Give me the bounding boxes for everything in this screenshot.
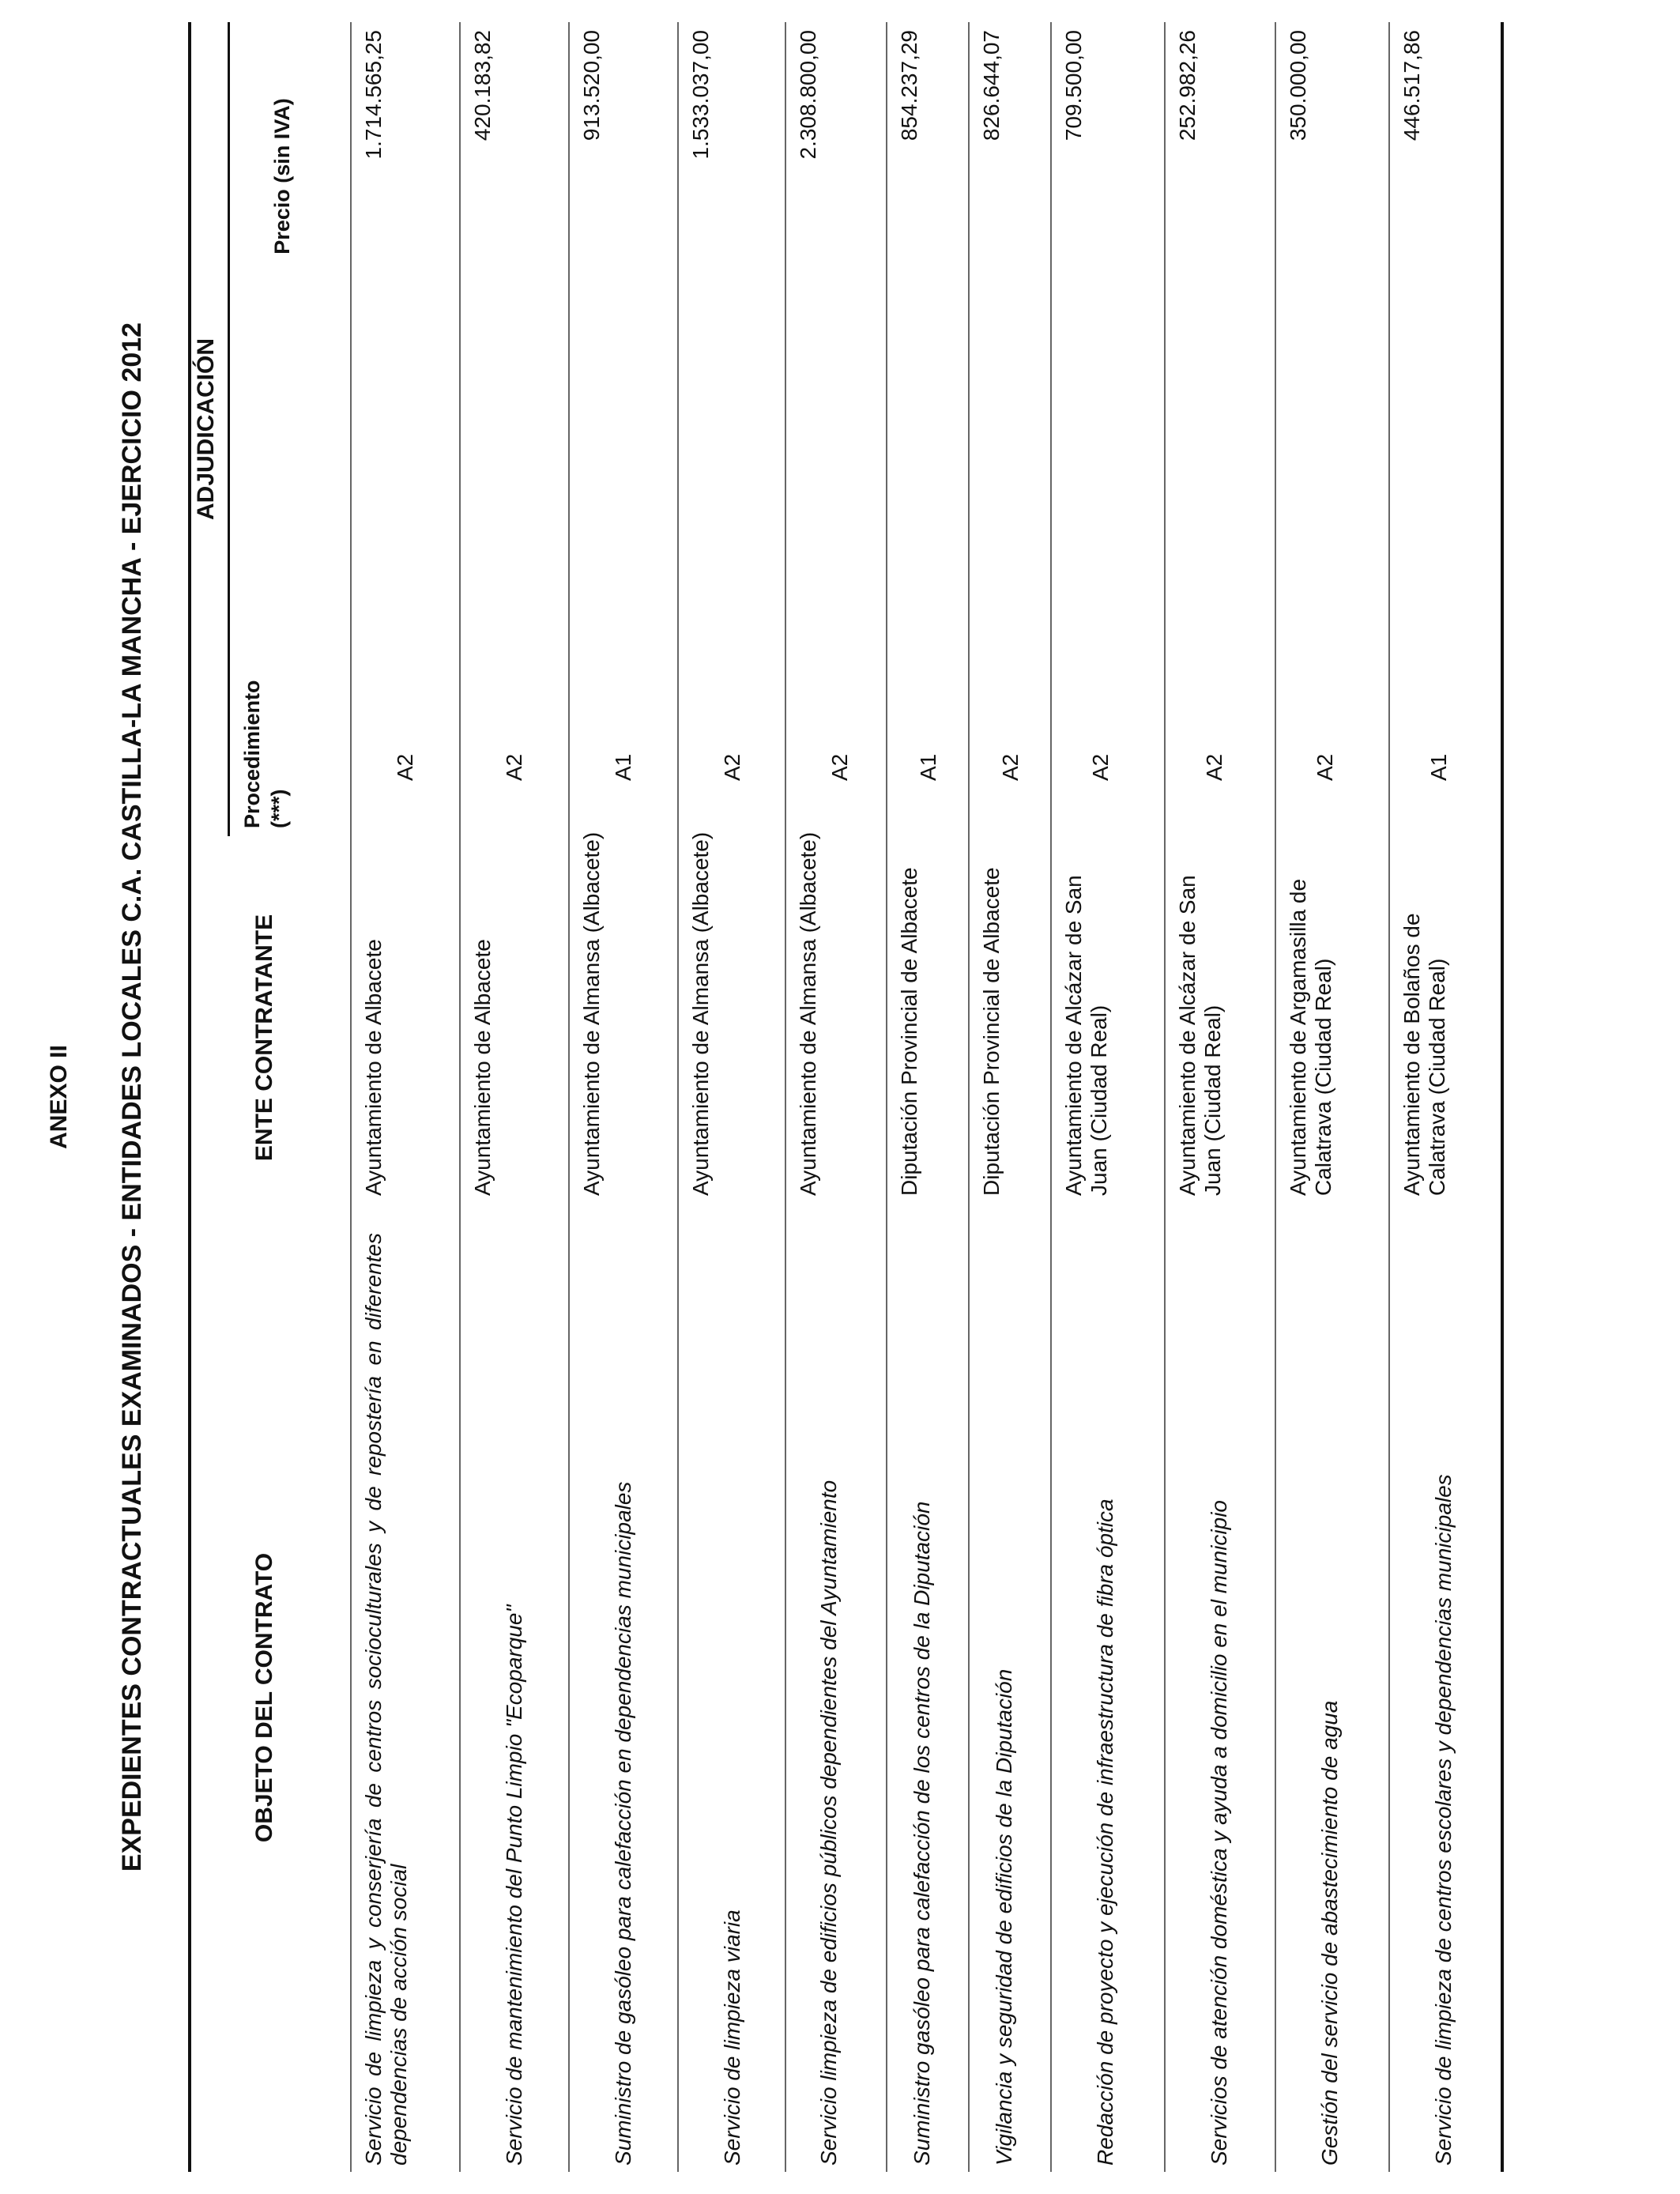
header-ente: ENTE CONTRATANTE: [251, 914, 277, 1162]
table-row: [785, 22, 887, 2172]
header-adjudicacion: ADJUDICACIÓN: [193, 338, 219, 521]
cell-ente: Ayuntamiento de Albacete: [470, 939, 495, 1196]
cell-procedimiento: A2: [502, 753, 526, 781]
cell-procedimiento: A2: [998, 753, 1023, 781]
cell-objeto: Redacción de proyecto y ejecución de infraestructura de fibra óptica: [1093, 1498, 1117, 2166]
cell-procedimiento: A1: [916, 753, 940, 781]
cell-precio: 350.000,00: [1286, 30, 1310, 141]
cell-objeto: Suministro de gasóleo para calefacción en dependencias municipales: [611, 1481, 635, 2166]
cell-ente: Ayuntamiento de Argamasilla de Calatrava (Ciudad Real): [1286, 878, 1335, 1196]
table-row: [1275, 22, 1390, 2172]
table-row: [459, 22, 570, 2172]
cell-precio: 1.714.565,25: [361, 30, 386, 160]
cell-objeto: Gestión del servicio de abastecimiento de agua: [1317, 1700, 1342, 2166]
cell-objeto: Servicio limpieza de edificios públicos dependientes del Ayuntamiento: [816, 1480, 841, 2166]
header-precio: Precio (sin IVA): [270, 98, 294, 254]
cell-procedimiento: A2: [393, 753, 417, 781]
cell-objeto: Servicios de atención doméstica y ayuda a domicilio en el municipio: [1207, 1500, 1231, 2166]
cell-precio: 854.237,29: [897, 30, 921, 141]
cell-ente: Ayuntamiento de Bolaños de Calatrava (Ciudad Real): [1399, 913, 1449, 1196]
cell-ente: Ayuntamiento de Alcázar de San Juan (Ciudad Real): [1175, 875, 1225, 1196]
table-row: [350, 22, 461, 2172]
cell-procedimiento: A1: [1426, 753, 1451, 781]
header-top-rule: [188, 22, 191, 2172]
table-header: [188, 22, 350, 2172]
cell-objeto: Servicio de mantenimiento del Punto Limpio "Ecoparque": [502, 1604, 526, 2166]
cell-precio: 252.982,26: [1175, 30, 1200, 141]
table-row: [1050, 22, 1166, 2172]
cell-objeto: Servicio de limpieza viaria: [720, 1909, 744, 2166]
cell-objeto: Servicio de limpieza y conserjería de centros socioculturales y de repostería en diferentes dependencias de acción social: [361, 1233, 411, 2166]
table-row: [677, 22, 786, 2172]
table-row: [1164, 22, 1276, 2172]
cell-procedimiento: A2: [1088, 753, 1113, 781]
header-objeto: OBJETO DEL CONTRATO: [251, 1552, 277, 1843]
header-procedimiento-note: (***): [267, 789, 291, 828]
cell-precio: 913.520,00: [579, 30, 604, 141]
cell-precio: 826.644,07: [979, 30, 1004, 141]
cell-precio: 446.517,86: [1399, 30, 1424, 141]
cell-procedimiento: A2: [720, 753, 744, 781]
cell-ente: Ayuntamiento de Almansa (Albacete): [579, 831, 604, 1196]
cell-ente: Ayuntamiento de Alcázar de San Juan (Ciudad Real): [1061, 875, 1111, 1196]
document-title: EXPEDIENTES CONTRACTUALES EXAMINADOS - ENTIDADES LOCALES C.A. CASTILLA-LA MANCHA - EJERCICIO 2012: [117, 322, 147, 1872]
cell-ente: Diputación Provincial de Albacete: [979, 867, 1004, 1196]
cell-precio: 2.308.800,00: [796, 30, 820, 160]
annex-label: ANEXO II: [46, 1045, 72, 1149]
cell-ente: Ayuntamiento de Albacete: [361, 939, 386, 1196]
cell-ente: Ayuntamiento de Almansa (Albacete): [688, 831, 713, 1196]
cell-objeto: Suministro gasóleo para calefacción de los centros de la Diputación: [910, 1501, 934, 2166]
header-procedimiento: [239, 473, 292, 828]
cell-ente: Ayuntamiento de Almansa (Albacete): [796, 831, 820, 1196]
header-procedimiento-label: Procedimiento: [240, 680, 264, 828]
cell-procedimiento: A2: [827, 753, 852, 781]
cell-objeto: Vigilancia y seguridad de edificios de la Diputación: [992, 1668, 1016, 2166]
cell-procedimiento: A1: [611, 753, 635, 781]
cell-procedimiento: A2: [1202, 753, 1226, 781]
cell-precio: 1.533.037,00: [688, 30, 713, 160]
cell-procedimiento: A2: [1313, 753, 1337, 781]
table-row: [968, 22, 1052, 2172]
table-bottom-rule: [1501, 22, 1504, 2172]
cell-precio: 420.183,82: [470, 30, 495, 141]
table-row: [886, 22, 970, 2172]
table-row: [1388, 22, 1502, 2172]
cell-ente: Diputación Provincial de Albacete: [897, 867, 921, 1196]
cell-objeto: Servicio de limpieza de centros escolares y dependencias municipales: [1431, 1474, 1456, 2166]
cell-precio: 709.500,00: [1061, 30, 1086, 141]
table-row: [568, 22, 679, 2172]
adjudicacion-rule: [228, 22, 230, 836]
